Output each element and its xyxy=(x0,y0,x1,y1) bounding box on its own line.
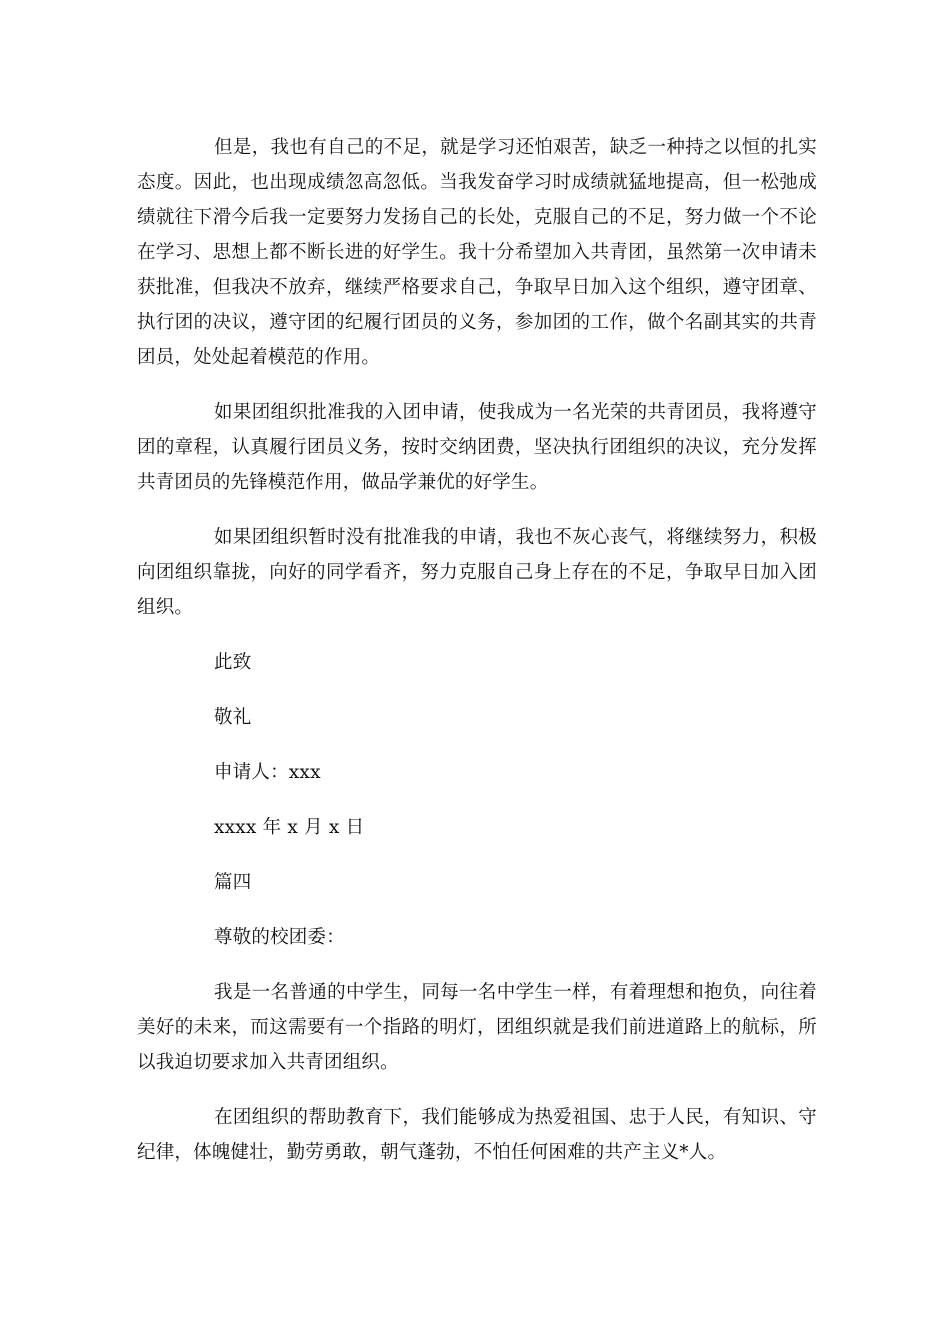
application-date: xxxx 年 x 月 x 日 xyxy=(214,817,365,838)
document-body xyxy=(137,130,817,1190)
closing-salutation: 此致 xyxy=(214,652,252,673)
applicant-signature: 申请人：xxx xyxy=(214,762,321,783)
addressee: 尊敬的校团委： xyxy=(214,927,345,948)
body-paragraph: 如果团组织暂时没有批准我的申请，我也不灰心丧气，将继续努力，积极向团组织靠拢，向好的同学看齐，努力克服自己身上存在的不足，争取早日加入团组织。 xyxy=(137,527,817,618)
body-paragraph: 但是，我也有自己的不足，就是学习还怕艰苦，缺乏一种持之以恒的扎实态度。因此，也出现成绩忽高忽低。当我发奋学习时成绩就猛地提高，但一松弛成绩就往下滑今后我一定要努力发扬自己的长处，克服自己的不足，努力做一个不论在学习、思想上都不断长进的好学生。我十分希望加入共青团，虽然第一次申请未获批准，但我决不放弃，继续严格要求自己，争取早日加入这个组织，遵守团章、执行团的决议，遵守团的纪履行团员的义务，参加团的工作，做个名副其实的共青团员，处处起着模范的作用。 xyxy=(137,137,817,368)
body-paragraph: 我是一名普通的中学生，同每一名中学生一样，有着理想和抱负，向往着美好的未来，而这需要有一个指路的明灯，团组织就是我们前进道路上的航标，所以我迫切要求加入共青团组织。 xyxy=(137,982,817,1073)
closing-regards: 敬礼 xyxy=(214,707,252,728)
body-paragraph: 如果团组织批准我的入团申请，使我成为一名光荣的共青团员，我将遵守团的章程，认真履行团员义务，按时交纳团费，坚决执行团组织的决议，充分发挥共青团员的先锋模范作用，做品学兼优的好学生。 xyxy=(137,402,817,493)
body-paragraph: 在团组织的帮助教育下，我们能够成为热爱祖国、忠于人民，有知识、守纪律，体魄健壮，勤劳勇敢，朝气蓬勃，不怕任何困难的共产主义*人。 xyxy=(137,1107,817,1163)
section-title: 篇四 xyxy=(214,872,252,893)
